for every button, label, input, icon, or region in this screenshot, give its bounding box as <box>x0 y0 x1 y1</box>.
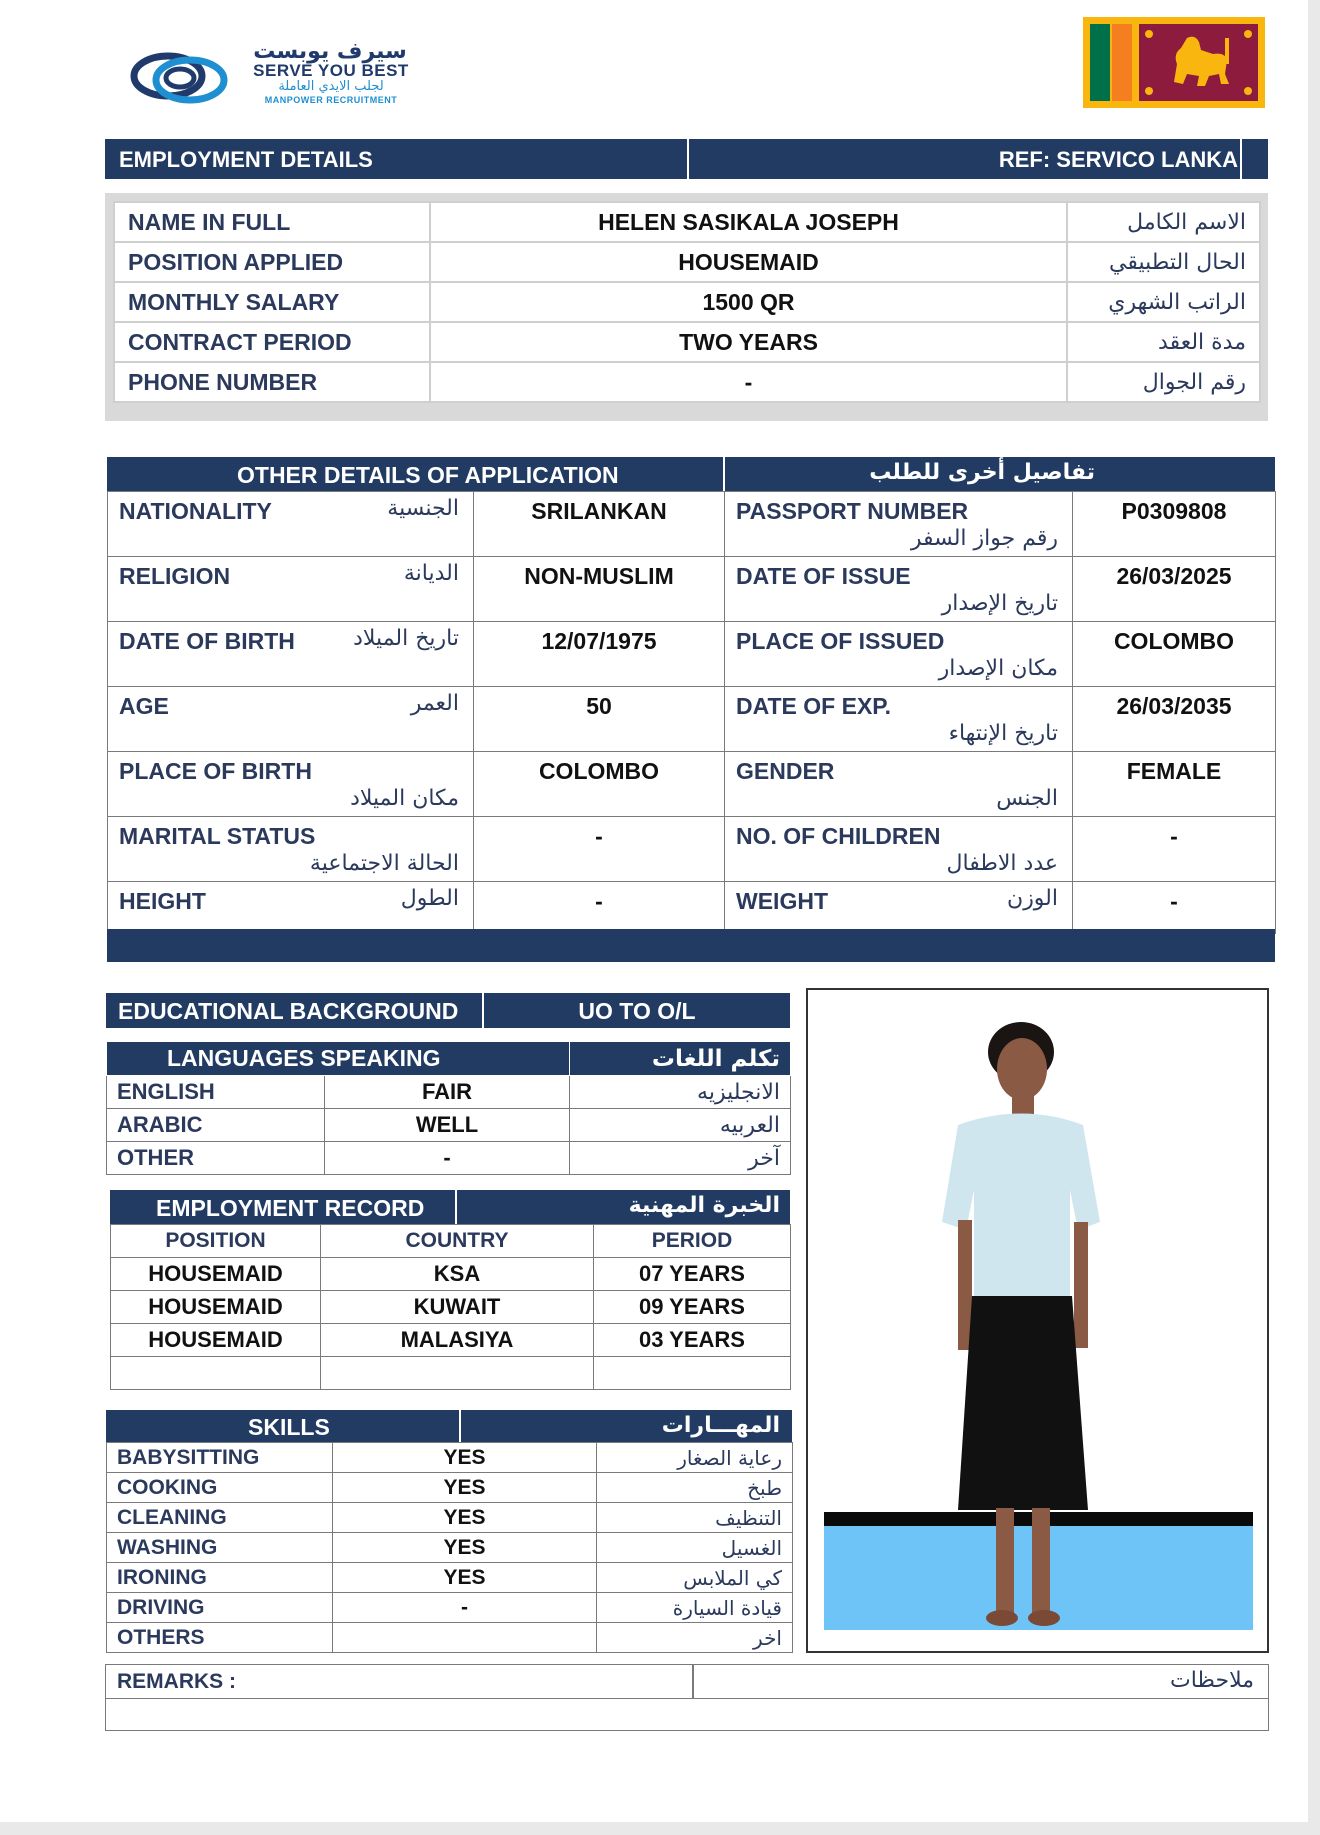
detail-label-cell <box>725 882 1073 934</box>
detail-label: GENDER <box>736 758 835 784</box>
detail-value: - <box>474 882 725 934</box>
column-header: COUNTRY <box>321 1225 594 1258</box>
column-header: POSITION <box>111 1225 321 1258</box>
table-cell: HOUSEMAID <box>111 1324 321 1357</box>
skills-title: SKILLS <box>248 1414 330 1440</box>
field-label: PHONE NUMBER <box>114 362 430 402</box>
sri-lanka-flag-icon <box>1083 17 1265 108</box>
table-row <box>108 492 1276 557</box>
skill-name-arabic: كي الملابس <box>597 1563 793 1593</box>
detail-value: P0309808 <box>1073 492 1276 557</box>
detail-label-arabic: رقم جواز السفر <box>910 526 1058 551</box>
title-bar <box>105 139 1268 179</box>
detail-label-cell <box>108 622 474 687</box>
detail-value: - <box>474 817 725 882</box>
language-name-arabic: الانجليزيه <box>570 1076 791 1109</box>
detail-label-arabic: تاريخ الميلاد <box>353 626 459 651</box>
table-header-row <box>111 1225 791 1258</box>
languages-title: LANGUAGES SPEAKING <box>107 1042 325 1076</box>
table-row <box>114 322 1260 362</box>
detail-label-arabic: الحالة الاجتماعية <box>309 851 459 876</box>
education-label: EDUCATIONAL BACKGROUND <box>118 998 459 1024</box>
detail-label-cell <box>108 817 474 882</box>
detail-label: AGE <box>119 693 169 719</box>
language-level: FAIR <box>325 1076 570 1109</box>
list-item <box>107 1593 793 1623</box>
other-details-title: OTHER DETAILS OF APPLICATION <box>237 462 619 488</box>
detail-label-cell <box>725 817 1073 882</box>
logo-arabic: سيرف يوبست <box>253 39 407 64</box>
detail-label: WEIGHT <box>736 888 828 914</box>
detail-label-arabic: الديانة <box>403 561 459 586</box>
other-details-footer-bar <box>107 929 1275 962</box>
logo-subtitle: MANPOWER RECRUITMENT <box>264 95 398 105</box>
detail-label-arabic: مكان الميلاد <box>350 786 459 811</box>
employment-record-table <box>110 1224 791 1390</box>
table-cell: KSA <box>321 1258 594 1291</box>
detail-label: DATE OF ISSUE <box>736 563 911 589</box>
applicant-photo-frame <box>806 988 1269 1653</box>
language-name-arabic: آخر <box>570 1142 791 1175</box>
title-reference: REF: SERVICO LANKA <box>998 147 1238 172</box>
detail-label-arabic: الجنس <box>996 786 1058 811</box>
table-cell: 09 YEARS <box>594 1291 791 1324</box>
table-row <box>114 282 1260 322</box>
field-value: HOUSEMAID <box>430 242 1067 282</box>
languages-header <box>107 1042 791 1076</box>
table-row <box>108 882 1276 934</box>
logo-arabic-sub: لجلب الايدي العاملة <box>278 79 384 94</box>
skill-name: OTHERS <box>107 1623 333 1653</box>
skill-name-arabic: الغسيل <box>597 1533 793 1563</box>
skill-value: YES <box>333 1443 597 1473</box>
language-name-arabic: العربيه <box>570 1109 791 1142</box>
detail-label: PLACE OF BIRTH <box>119 758 312 784</box>
employment-details-panel <box>105 193 1268 421</box>
skill-value: YES <box>333 1533 597 1563</box>
skills-table <box>106 1442 793 1653</box>
detail-label: HEIGHT <box>119 888 206 914</box>
detail-value: - <box>1073 882 1276 934</box>
table-row <box>111 1324 791 1357</box>
skill-value: YES <box>333 1563 597 1593</box>
logo-english: SERVE YOU BEST <box>253 61 409 80</box>
language-name: ARABIC <box>107 1109 325 1142</box>
detail-label: DATE OF BIRTH <box>119 628 295 654</box>
field-label-arabic: رقم الجوال <box>1067 362 1260 402</box>
employment-record-title-arabic: الخبرة المهنية <box>628 1193 780 1218</box>
other-details-title-arabic: تفاصيل أخرى للطلب <box>869 460 1095 485</box>
other-details-table <box>107 491 1276 934</box>
skill-name-arabic: التنظيف <box>597 1503 793 1533</box>
skill-name: COOKING <box>107 1473 333 1503</box>
list-item <box>107 1623 793 1653</box>
skill-name: BABYSITTING <box>107 1443 333 1473</box>
table-row <box>114 362 1260 402</box>
detail-label-cell <box>725 622 1073 687</box>
table-cell: 03 YEARS <box>594 1324 791 1357</box>
detail-label-cell <box>725 492 1073 557</box>
detail-label-cell <box>725 557 1073 622</box>
employment-record-header <box>110 1190 790 1224</box>
field-value: HELEN SASIKALA JOSEPH <box>430 202 1067 242</box>
employment-details-table <box>113 201 1261 403</box>
table-row <box>108 752 1276 817</box>
language-level: - <box>325 1142 570 1175</box>
field-label-arabic: مدة العقد <box>1067 322 1260 362</box>
company-logo <box>130 39 430 112</box>
field-label: POSITION APPLIED <box>114 242 430 282</box>
languages-title-arabic: تكلم اللغات <box>570 1042 791 1076</box>
education-value: UO TO O/L <box>578 998 696 1024</box>
list-item <box>107 1443 793 1473</box>
table-row <box>108 817 1276 882</box>
detail-label: PLACE OF ISSUED <box>736 628 945 654</box>
education-bar <box>106 993 790 1028</box>
detail-label-arabic: مكان الإصدار <box>938 656 1058 681</box>
detail-label-cell <box>725 752 1073 817</box>
table-row <box>111 1357 791 1390</box>
list-item <box>107 1109 791 1142</box>
list-item <box>107 1563 793 1593</box>
person-silhouette-icon <box>808 990 1271 1655</box>
remarks-label: REMARKS : <box>117 1670 236 1693</box>
skill-name: WASHING <box>107 1533 333 1563</box>
detail-label-cell <box>108 752 474 817</box>
detail-label-arabic: تاريخ الإنتهاء <box>948 721 1058 746</box>
detail-label: RELIGION <box>119 563 231 589</box>
detail-value: 12/07/1975 <box>474 622 725 687</box>
skill-name: CLEANING <box>107 1503 333 1533</box>
skill-name: DRIVING <box>107 1593 333 1623</box>
detail-label: MARITAL STATUS <box>119 823 316 849</box>
list-item <box>107 1076 791 1109</box>
field-value: 1500 QR <box>430 282 1067 322</box>
table-row <box>108 687 1276 752</box>
field-label: MONTHLY SALARY <box>114 282 430 322</box>
skill-value: - <box>333 1593 597 1623</box>
table-cell: KUWAIT <box>321 1291 594 1324</box>
table-row <box>111 1258 791 1291</box>
skill-name: IRONING <box>107 1563 333 1593</box>
detail-label-arabic: عدد الاطفال <box>946 851 1058 876</box>
table-row <box>114 202 1260 242</box>
table-cell <box>594 1357 791 1390</box>
detail-label-cell <box>108 687 474 752</box>
detail-label: NATIONALITY <box>119 498 272 524</box>
other-details-header <box>107 457 1275 491</box>
skill-name-arabic: رعاية الصغار <box>597 1443 793 1473</box>
skill-value: YES <box>333 1473 597 1503</box>
skills-header <box>106 1410 792 1442</box>
detail-label: DATE OF EXP. <box>736 693 892 719</box>
table-cell: HOUSEMAID <box>111 1258 321 1291</box>
column-header: PERIOD <box>594 1225 791 1258</box>
detail-label-arabic: تاريخ الإصدار <box>941 591 1058 616</box>
field-label-arabic: الاسم الكامل <box>1067 202 1260 242</box>
detail-label: PASSPORT NUMBER <box>736 498 969 524</box>
employment-record-title: EMPLOYMENT RECORD <box>156 1195 425 1221</box>
detail-label-arabic: الوزن <box>1007 886 1058 911</box>
table-cell: HOUSEMAID <box>111 1291 321 1324</box>
title-employment-details: EMPLOYMENT DETAILS <box>119 147 373 172</box>
detail-value: 50 <box>474 687 725 752</box>
interlocking-rings-logo-icon <box>130 46 230 110</box>
language-name: OTHER <box>107 1142 325 1175</box>
field-value: TWO YEARS <box>430 322 1067 362</box>
detail-value: 26/03/2025 <box>1073 557 1276 622</box>
table-cell <box>321 1357 594 1390</box>
skill-name-arabic: قيادة السيارة <box>597 1593 793 1623</box>
skills-title-arabic: المهـــارات <box>661 1413 780 1438</box>
detail-label-cell <box>108 492 474 557</box>
list-item <box>107 1533 793 1563</box>
list-item <box>107 1142 791 1175</box>
detail-label-arabic: الجنسية <box>387 496 459 521</box>
field-label: CONTRACT PERIOD <box>114 322 430 362</box>
detail-value: FEMALE <box>1073 752 1276 817</box>
table-cell: MALASIYA <box>321 1324 594 1357</box>
skill-name-arabic: طبخ <box>597 1473 793 1503</box>
table-cell <box>111 1357 321 1390</box>
skill-name-arabic: اخر <box>597 1623 793 1653</box>
list-item <box>107 1473 793 1503</box>
languages-table <box>106 1041 791 1175</box>
detail-label-arabic: العمر <box>410 691 459 716</box>
detail-value: COLOMBO <box>474 752 725 817</box>
field-label-arabic: الحال التطبيقي <box>1067 242 1260 282</box>
table-row <box>111 1291 791 1324</box>
skill-value: YES <box>333 1503 597 1533</box>
detail-label-cell <box>108 557 474 622</box>
detail-value: COLOMBO <box>1073 622 1276 687</box>
table-cell: 07 YEARS <box>594 1258 791 1291</box>
detail-label: NO. OF CHILDREN <box>736 823 941 849</box>
language-name: ENGLISH <box>107 1076 325 1109</box>
skill-value <box>333 1623 597 1653</box>
detail-value: NON-MUSLIM <box>474 557 725 622</box>
language-level: WELL <box>325 1109 570 1142</box>
detail-value: SRILANKAN <box>474 492 725 557</box>
detail-label-cell <box>108 882 474 934</box>
field-label-arabic: الراتب الشهري <box>1067 282 1260 322</box>
table-row <box>108 622 1276 687</box>
table-row <box>114 242 1260 282</box>
field-value: - <box>430 362 1067 402</box>
remarks-label-arabic: ملاحظات <box>1170 1668 1254 1693</box>
detail-value: 26/03/2035 <box>1073 687 1276 752</box>
field-label: NAME IN FULL <box>114 202 430 242</box>
detail-label-arabic: الطول <box>400 886 459 911</box>
list-item <box>107 1503 793 1533</box>
remarks-box <box>105 1664 1269 1731</box>
detail-value: - <box>1073 817 1276 882</box>
detail-label-cell <box>725 687 1073 752</box>
table-row <box>108 557 1276 622</box>
